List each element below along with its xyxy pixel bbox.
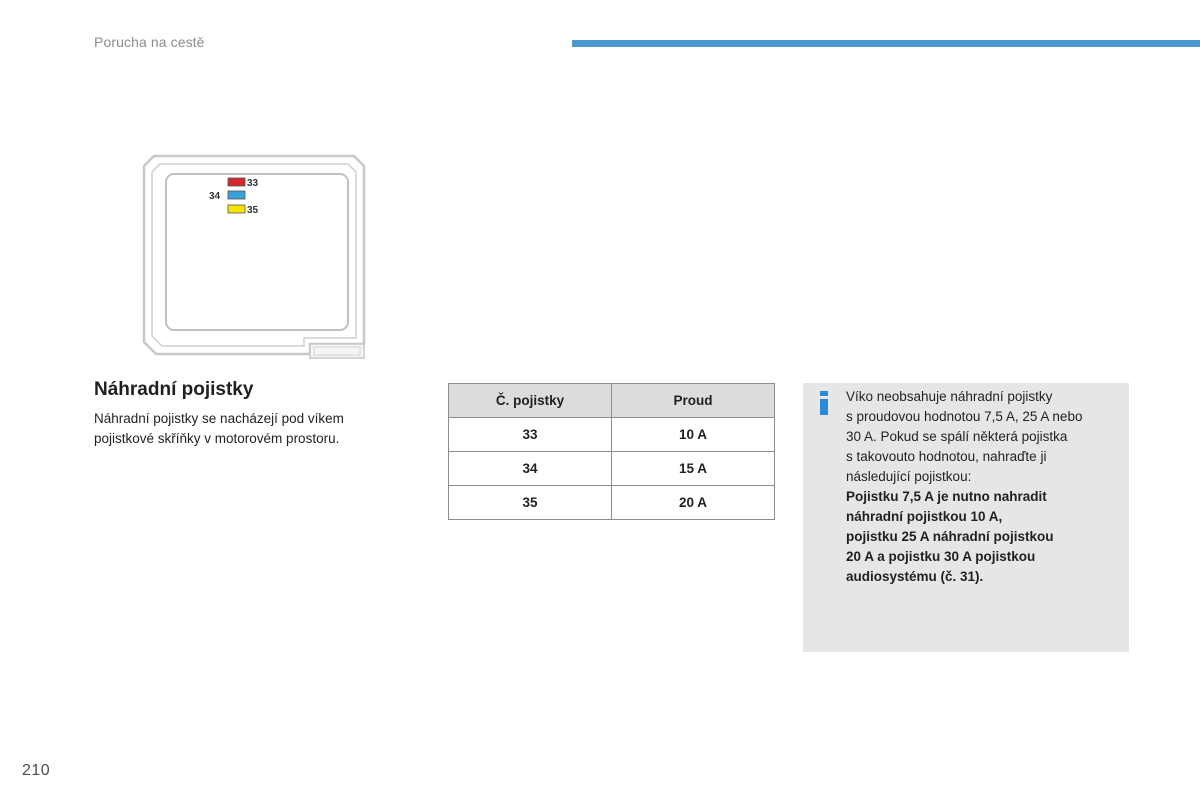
table-header-row <box>449 384 775 418</box>
table-header-fuse-number: Č. pojistky <box>449 384 612 418</box>
table-row <box>449 452 775 486</box>
section-body-text: Náhradní pojistky se nacházejí pod víkem pojistkové skříňky v motorovém prostoru. <box>94 411 344 446</box>
header-accent-bar <box>572 40 1200 47</box>
info-line: s takovouto hodnotou, nahraďte ji <box>846 449 1047 464</box>
table-cell-current: 15 A <box>612 452 775 486</box>
fuse-table <box>448 383 775 520</box>
info-bold-line: Pojistku 7,5 A je nutno nahradit <box>846 489 1047 504</box>
table-cell-fuse-number: 34 <box>449 452 612 486</box>
fuse-35-yellow <box>228 205 245 213</box>
info-line: následující pojistkou: <box>846 469 972 484</box>
info-icon <box>818 391 830 415</box>
section-title: Porucha na cestě <box>94 34 205 50</box>
info-text <box>846 387 1126 587</box>
info-line: s proudovou hodnotou 7,5 A, 25 A nebo <box>846 409 1083 424</box>
section-heading: Náhradní pojistky <box>94 379 254 400</box>
fuse-box-diagram <box>142 154 368 364</box>
table-cell-current: 10 A <box>612 418 775 452</box>
page-number: 210 <box>22 762 51 779</box>
fuse-34-label: 34 <box>209 191 221 202</box>
fuse-33-label: 33 <box>247 178 259 189</box>
info-box <box>803 383 1129 652</box>
info-bold-line: náhradní pojistkou 10 A, <box>846 509 1003 524</box>
table-cell-fuse-number: 35 <box>449 486 612 520</box>
table-row <box>449 486 775 520</box>
fuse-box-illustration <box>142 154 368 364</box>
fuse-box-inner-frame <box>152 164 356 346</box>
info-bold-line: pojistku 25 A náhradní pojistkou <box>846 529 1054 544</box>
info-line: Víko neobsahuje náhradní pojistky <box>846 389 1053 404</box>
info-bold-line: audiosystému (č. 31). <box>846 569 984 584</box>
info-bold-line: 20 A a pojistku 30 A pojistkou <box>846 549 1036 564</box>
fuse-box-clip <box>310 344 364 358</box>
fuse-34-blue <box>228 191 245 199</box>
table-cell-current: 20 A <box>612 486 775 520</box>
fuse-35-label: 35 <box>247 205 259 216</box>
fuse-33-red <box>228 178 245 186</box>
table-header-current: Proud <box>612 384 775 418</box>
info-line: 30 A. Pokud se spálí některá pojistka <box>846 429 1068 444</box>
fuse-box-lid-panel <box>166 174 348 330</box>
table-row <box>449 418 775 452</box>
table-cell-fuse-number: 33 <box>449 418 612 452</box>
